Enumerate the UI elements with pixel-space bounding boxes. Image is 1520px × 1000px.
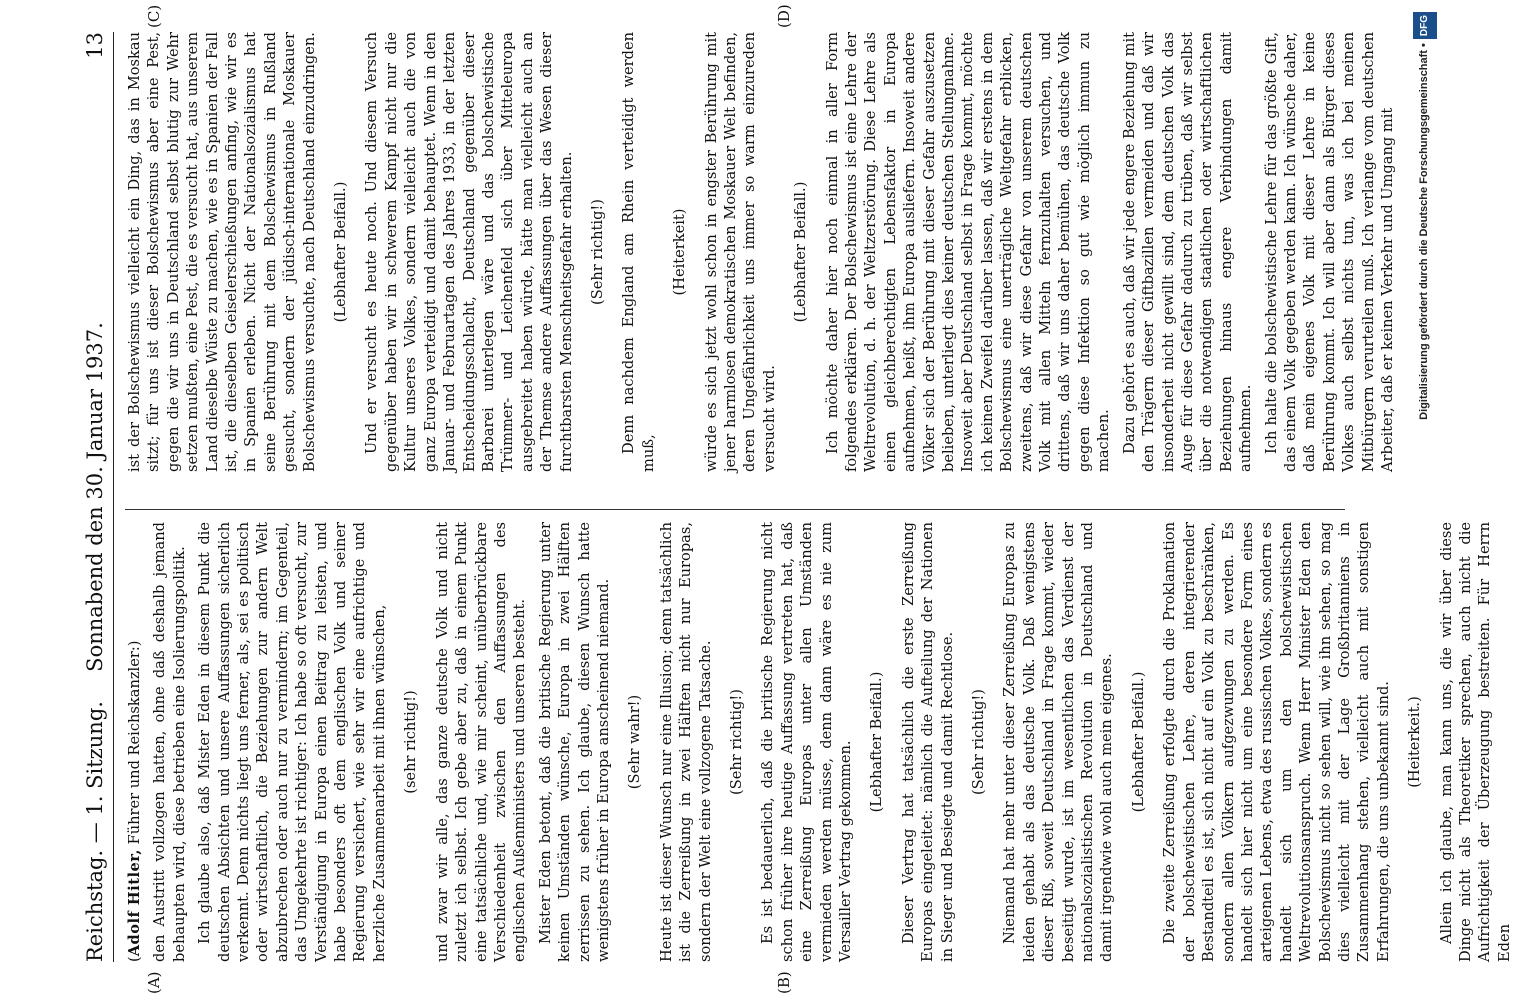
paragraph: Dazu gehört es auch, daß wir jede engere Beziehung mit den Trägern dieser Giftbazillen vermeiden und daß wir insonderheit nicht gewillt sind, dem deutschen Volk das Auge für diese Gefahr dadurch zu trüben, daß wir selbst über die notwendigen staatlichen oder wirtschaftlichen Beziehungen hinaus engere Verbindungen damit aufnehmen. [1120,32,1255,472]
margin-marker-a: (A) [145,971,163,994]
margin-marker-c: (C) [145,4,163,28]
page-number: 13 [83,32,107,59]
right-column [125,32,1403,472]
paragraph: Dieser Vertrag hat tatsächlich die erste Zerreißung Europas eingeleitet: nämlich die Aufteilung der Nationen in Sieger und Besiegte und damit Rechtlose. [899,522,956,962]
interjection: (Lebhafter Beifall.) [1129,671,1147,813]
paragraph: würde es sich jetzt wohl schon in engster Berührung mit jener harmlosen demokratischen Moskauer Welt befinden, deren Ungefährlichkeit uns immer so warm einzureden versucht wird. [702,32,778,472]
interjection: (Sehr richtig!) [970,689,988,795]
paragraph: Ich halte die bolschewistische Lehre für das größte Gift, das einem Volk gegeben werden kann. Ich wünsche daher, daß mein eigenes Volk mit dieser Lehre in keine Berührung kommt. Ich will aber dann als Bürger dieses Volkes auch selbst nichts tun, was ich bei meinen Mitbürgern verurteilen muß. Ich verlange vom deutschen Arbeiter, daß er keinen Verkehr und Umgang mit [1262,32,1396,472]
interjection: (Sehr richtig!) [588,199,606,305]
speaker-role: Führer und Reichskanzler: [126,646,143,845]
credit-text: Digitalisierung gefördert durch die Deutsche Forschungsgemeinschaft • [1418,43,1430,420]
interjection: (Lebhafter Beifall.) [868,671,886,813]
page-header [77,32,114,962]
paragraph: Mister Eden betont, daß die britische Regierung unter keinen Umständen wünsche, Europa in zwei Hälften zerrissen zu sehen. Ich glaube, diesen Wunsch hatte wenigstens früher in Europa anscheinend niemand. [536,522,612,962]
margin-marker-d: (D) [775,4,793,28]
margin-marker-b: (B) [775,971,793,994]
paragraph: Allein ich glaube, man kann uns, die wir über diese Dinge nicht als Theoretiker sprechen, auch nicht die Aufrichtigkeit der Überzeugung bestreiten. Für Herrn Eden [1437,522,1513,962]
paragraph: Ich möchte daher hier noch einmal in aller Form folgendes erklären. Der Bolschewismus ist eine Lehre der Weltrevolution, d. h. der Weltzerstörung. Diese Lehre als einen gleichberechtigten Lebensfaktor in Europa aufnehmen, heißt, ihm Europa ausliefern. Insoweit andere Völker sich der Berührung mit dieser Gefahr auszusetzen belieben, unterliegt dies keiner deutschen Stellungnahme. Insoweit aber Deutschland selbst in Frage kommt, möchte ich keinen Zweifel darüber lassen, daß wir erstens in dem Bolschewismus eine unerträgliche Weltgefahr erblicken, zweitens, daß wir diese Gefahr von unserem deutschen Volk mit allen Mitteln fernzuhalten versuchen, und drittens, daß wir uns daher bemühen, das deutsche Volk gegen diese Infektion so gut wie möglich immun zu machen. [823,32,1113,472]
paragraph: Denn nachdem England am Rhein verteidigt werden muß, [620,32,657,472]
digitization-credit [1412,0,1436,1000]
paragraph: ist der Bolschewismus vielleicht ein Ding, das in Moskau sitzt; für uns ist dieser Bolschewismus aber eine Pest, gegen die wir uns in Deutschland selbst blutig zur Wehr setzen mußten, eine Pest, die es versucht hat, aus unserem Land dieselbe Wüste zu machen, wie es in Spanien der Fall ist, die dieselben Geiselerschießungen anfing, wie wir es in Spanien erleben. Nicht der Nationalsozialismus hat seine Berührung mit dem Bolschewismus in Rußland gesucht, sondern der jüdisch-internationale Moskauer Bolschewismus versuchte, nach Deutschland einzudringen. [126,32,318,472]
header-session: Reichstag. — 1. Sitzung. [83,701,107,962]
interjection: (Lebhafter Beifall.) [332,181,350,323]
left-column [125,522,1520,962]
paragraph: den Austritt vollzogen hatten, ohne daß deshalb jemand behaupten wird, diese betrieben eine Isolierungspolitik. [151,522,188,962]
interjection: (Heiterkeit.) [1406,696,1424,788]
interjection: (sehr richtig!) [402,690,420,794]
header-date: Sonnabend den 30. Januar 1937. [83,322,107,672]
digitization-sidebar [1410,0,1434,1000]
paragraph: Niemand hat mehr unter dieser Zerreißung Europas zu leiden gehabt als das deutsche Volk. Daß wenigstens dieser Riß, soweit Deutschland in Frage kommt, wieder beseitigt wurde, ist im wesentlichen das Verdienst der nationalsozialistischen Revolution in Deutschland und damit irgendwie wohl auch mein eigenes. [1001,522,1116,962]
paragraph: und zwar wir alle, das ganze deutsche Volk und nicht zuletzt ich selbst. Ich gebe aber zu, daß in einem Punkt eine tatsächliche und, wie mir scheint, unüberbrückbare Verschiedenheit zwischen den Auffassungen des englischen Außenministers und unseren besteht. [433,522,529,962]
column-divider [125,509,1345,510]
interjection: (Sehr wahr!) [626,694,644,790]
speaker-name: Adolf Hitler, [126,849,143,957]
interjection: (Sehr richtig!) [727,689,745,795]
paragraph: Die zweite Zerreißung erfolgte durch die Proklamation der bolschewistischen Lehre, deren integrierender Bestandteil es ist, sich nicht auf ein Volk zu beschränken, sondern allen Völkern aufgezwungen zu werden. Es handelt sich hier nicht um eine besondere Form eines arteigenen Lebens, etwa des russischen Volkes, sondern es handelt sich um den bolschewistischen Weltrevolutionsanspruch. Wenn Herr Minister Eden den Bolschewismus nicht so sehen will, wie ihn sehen, so mag dies vielleicht mit der Lage Großbritanniens in Zusammenhang stehen, vielleicht auch mit sonstigen Erfahrungen, die uns unbekannt sind. [1161,522,1392,962]
paragraph: Heute ist dieser Wunsch nur eine Illusion; denn tatsächlich ist die Zerreißung in zwei Hälften nicht nur Europas, sondern der Welt eine vollzogene Tatsache. [657,522,714,962]
dfg-logo: DFG [1413,12,1437,39]
interjection: (Lebhafter Beifall.) [792,181,810,323]
paragraph: Es ist bedauerlich, daß die britische Regierung nicht schon früher ihre heutige Auffassung vertreten hat, daß eine Zerreißung Europas unter allen Umständen vermieden werden müsse, denn dann wäre es nie zum Versailler Vertrag gekommen. [759,522,854,962]
paragraph: Und er versucht es heute noch. Und diesem Versuch gegenüber haben wir in schwerem Kampf nicht nur die Kultur unseres Volkes, sondern vielleicht auch die von ganz Europa verteidigt und damit behauptet. Wenn in den Januar- und Februartagen des Jahres 1933, in der letzten Entscheidungsschlacht, Deutschland gegenüber dieser Barbarei unterlegen wäre und das bolschewistische Trümmer- und Leichenfeld sich über Mitteleuropa ausgebreitet haben würde, hätte man vielleicht auch an der Themse andere Auffassungen über das Wesen dieser furchtbarsten Menschheitsgefahr erhalten. [363,32,575,472]
interjection: (Heiterkeit) [671,208,689,296]
speaker-line: (Adolf Hitler, Führer und Reichskanzler:) [126,640,143,962]
paragraph: Ich glaube also, daß Mister Eden in diesem Punkt die deutschen Absichten und unsere Auffassungen sicherlich verkennt. Denn nichts liegt uns ferner, als, sei es politisch oder wirtschaftlich, die Beziehungen zur andern Welt abzubrechen oder auch nur zu vermindern; im Gegenteil, das Umgekehrte ist richtiger: Ich habe so oft versucht, zur Verständigung in Europa einen Beitrag zu leisten, und habe besonders oft dem englischen Volk und seiner Regierung versichert, wie sehr wir eine aufrichtige und herzliche Zusammenarbeit mit ihnen wünschen, [196,522,388,962]
